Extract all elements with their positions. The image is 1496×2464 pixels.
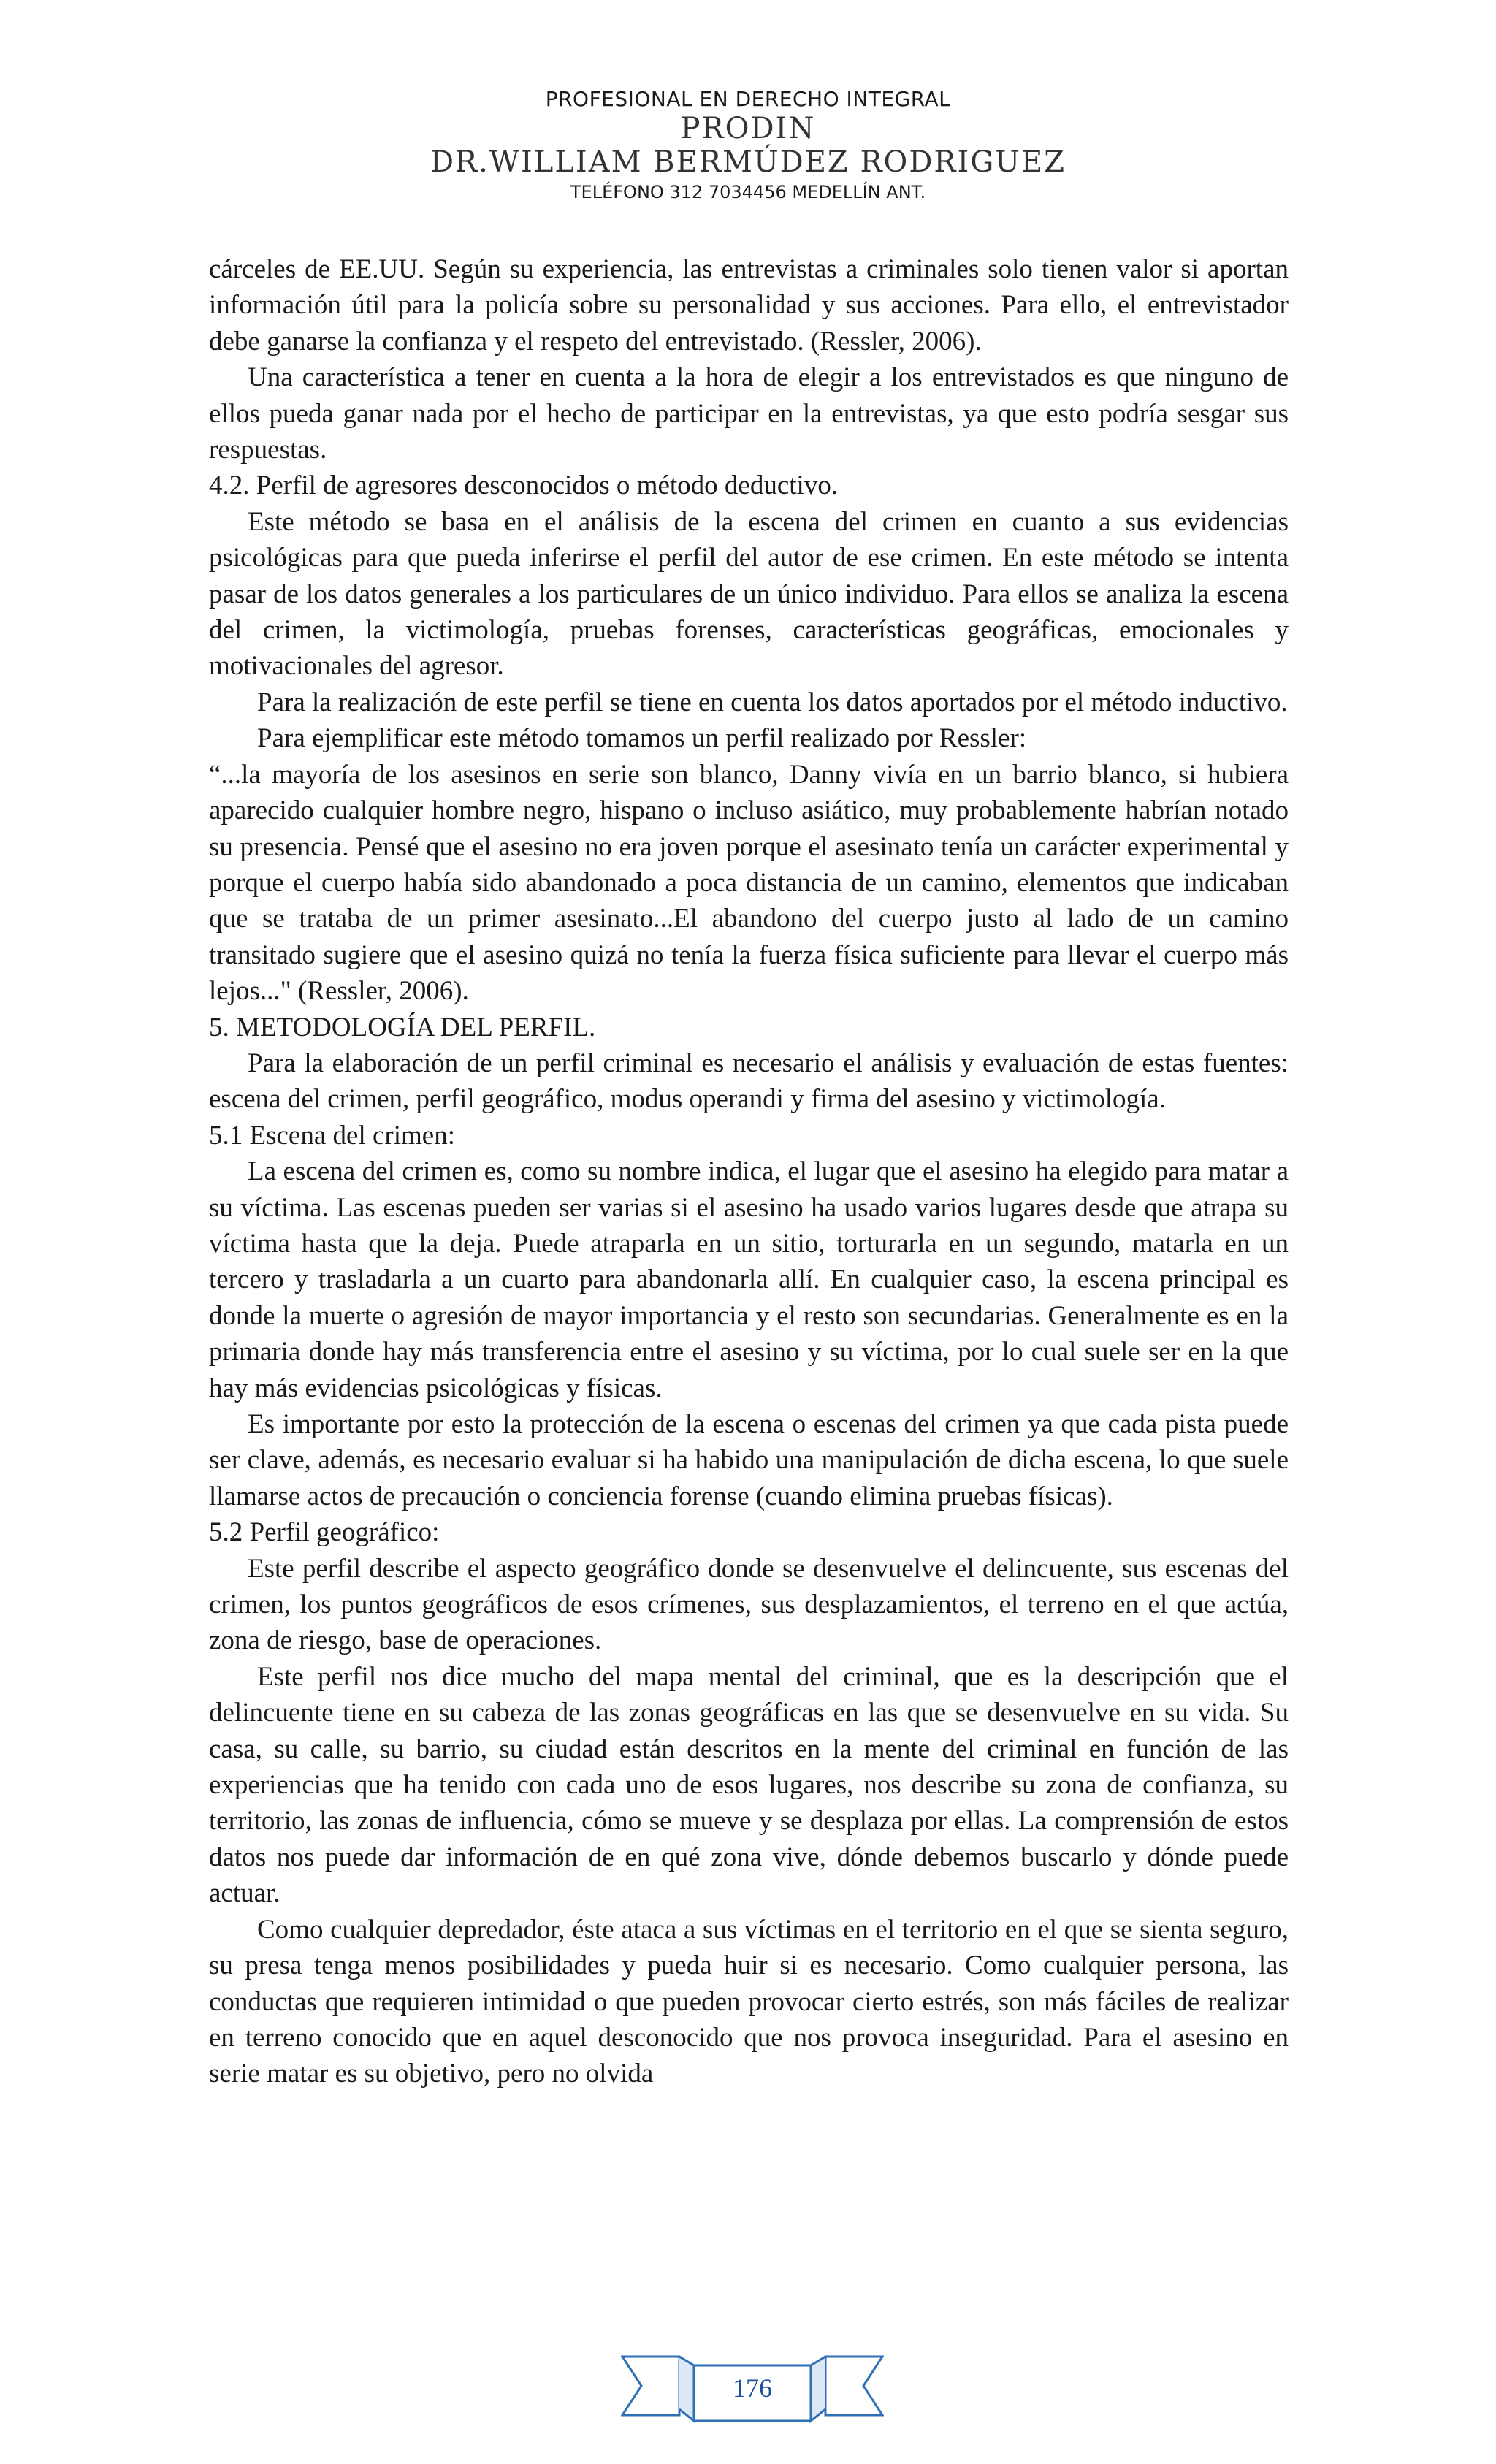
header-firm-name: PROFESIONAL EN DERECHO INTEGRAL xyxy=(545,87,951,111)
paragraph: Este perfil nos dice mucho del mapa mental del criminal, que es la descripción que el delincuente tiene en su cabeza de las zonas geográficas en las que se desenvuelve en su vida. Su casa, su calle, su barrio, su ciudad están descritos en la mente del criminal en función de las experiencias que ha tenido con cada uno de esos lugares, nos describe su zona de confianza, su territorio, las zonas de influencia, cómo se mueve y se desplaza por ellas. La comprensión de estos datos nos puede dar información de en qué zona vive, dónde debemos buscarlo y dónde puede actuar. xyxy=(209,1661,1289,1909)
page-header xyxy=(0,86,1496,205)
document-body xyxy=(209,251,1289,2092)
paragraph: cárceles de EE.UU. Según su experiencia, las entrevistas a criminales solo tienen valor si aportan información útil para la policía sobre su personalidad y sus acciones. Para ello, el entrevistador debe ganarse la confianza y el respeto del entrevistado. (Ressler, 2006). xyxy=(209,254,1289,356)
section-heading: 5.2 Perfil geográfico: xyxy=(209,1517,440,1548)
section-heading: 5. METODOLOGÍA DEL PERFIL. xyxy=(209,1012,596,1042)
section-heading: 5.1 Escena del crimen: xyxy=(209,1120,455,1151)
section-heading: 4.2. Perfil de agresores desconocidos o método deductivo. xyxy=(209,470,839,501)
paragraph: Como cualquier depredador, éste ataca a sus víctimas en el territorio en el que se sienta seguro, su presa tenga menos posibilidades y pueda huir si es necesario. Como cualquier persona, las conductas que requieren intimidad o que pueden provocar cierto estrés, son más fáciles de realizar en terreno conocido que en aquel desconocido que nos provoca inseguridad. Para el asesino en serie matar es su objetivo, pero no olvida xyxy=(209,1914,1289,2089)
page-number-banner xyxy=(621,2351,884,2424)
header-phone: TELÉFONO 312 7034456 MEDELLÍN ANT. xyxy=(570,182,926,202)
quote-paragraph: “...la mayoría de los asesinos en serie son blanco, Danny vivía en un barrio blanco, si hubiera aparecido cualquier hombre negro, hispano o incluso asiático, muy probablemente habrían notado su presencia. Pensé que el asesino no era joven porque el asesinato tenía un carácter experimental y porque el cuerpo había sido abandonado a poca distancia de un camino, elementos que indicaban que se trataba de un primer asesinato...El abandono del cuerpo justo al lado de un camino transitado sugiere que el asesino quizá no tenía la fuerza física suficiente para llevar el cuerpo más lejos..." (Ressler, 2006). xyxy=(209,759,1289,1007)
paragraph: Este perfil describe el aspecto geográfico donde se desenvuelve el delincuente, sus escenas del crimen, los puntos geográficos de esos crímenes, sus desplazamientos, el terreno en el que actúa, zona de riesgo, base de operaciones. xyxy=(209,1553,1289,1656)
header-author: DR.WILLIAM BERMÚDEZ RODRIGUEZ xyxy=(430,145,1066,179)
paragraph: Este método se basa en el análisis de la escena del crimen en cuanto a sus evidencias psicológicas para que pueda inferirse el perfil del autor de ese crimen. En este método se intenta pasar de los datos generales a los particulares de un único individuo. Para ellos se analiza la escena del crimen, la victimología, pruebas forenses, características geográficas, emocionales y motivacionales del agresor. xyxy=(209,506,1289,682)
header-acronym: PRODIN xyxy=(680,112,816,145)
paragraph: Una característica a tener en cuenta a la hora de elegir a los entrevistados es que ninguno de ellos pueda ganar nada por el hecho de participar en la entrevistas, ya que esto podría sesgar sus respuestas. xyxy=(209,362,1289,465)
paragraph: Para la realización de este perfil se tiene en cuenta los datos aportados por el método inductivo. xyxy=(257,687,1288,717)
paragraph: Para la elaboración de un perfil criminal es necesario el análisis y evaluación de estas fuentes: escena del crimen, perfil geográfico, modus operandi y firma del asesino y victimología. xyxy=(209,1048,1289,1115)
page-number: 176 xyxy=(733,2373,772,2403)
paragraph: Para ejemplificar este método tomamos un perfil realizado por Ressler: xyxy=(257,723,1027,754)
paragraph: La escena del crimen es, como su nombre indica, el lugar que el asesino ha elegido para matar a su víctima. Las escenas pueden ser varias si el asesino ha usado varios lugares desde que atrapa su víctima hasta que la deja. Puede atraparla en un sitio, torturarla en un segundo, matarla en un tercero y trasladarla a un cuarto para abandonarla allí. En cualquier caso, la escena principal es donde la muerte o agresión de mayor importancia y el resto son secundarias. Generalmente es en la primaria donde hay más transferencia entre el asesino y su víctima, por lo cual suele ser en la que hay más evidencias psicológicas y físicas. xyxy=(209,1156,1289,1403)
paragraph: Es importante por esto la protección de la escena o escenas del crimen ya que cada pista puede ser clave, además, es necesario evaluar si ha habido una manipulación de dicha escena, lo que suele llamarse actos de precaución o conciencia forense (cuando elimina pruebas físicas). xyxy=(209,1409,1289,1511)
